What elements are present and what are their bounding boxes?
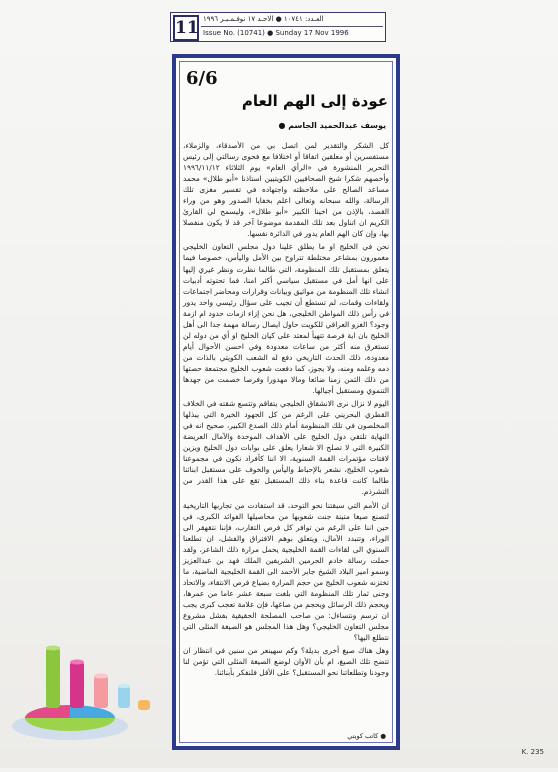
issue-line-arabic: العـدد: ١٠٧٤١ ● الاحـد ١٧ نوفـمـبـر ١٩٩٦ — [203, 15, 324, 23]
article-paragraph: ان الأمم التي سبقتنا نحو التوحد، قد استفادت من تجاربها التاريخية لتصنع صيغا متينة جنت شعوبها من محاصيلها الفوائد الكبرى، في حين اننا على الرغم من توافر كل فرص التقارب، فإننا نتقهقر الى الوراء، وتتبدد الآمال، ويتعلق بوهم الافتراق والفشل، ان تطلعنا السنوي الى لقاءات القمة الخليجية يحمل مرارة ذلك الشاعر، ولقد حملت رسالة خادم الحرمين الشريفين الملك فهد بن عبدالعزيز وسمو امير البلاد الشيخ جابر الأحمد الى القمة الخليجية الماضية، ما تختزنه شعوب الخليج من حجم المرارة بضياع فرص الانتقاء، والاتحاد وجنى ثمار تلك المنظومة التي بلغت سبعة عشر عاما من عمرها، ويحجم ذلك الرسائل ويحجم من صاغها، فإن علامة تعجب كبرى يجب ان ترسم ونتساءل: من صاحب المصلحة الحقيقية بفشل مشروع مجلس التعاون الخليجي؟ وهل هذا المجلس هو الصيغة المثلى التي نتطلع اليها؟ — [183, 500, 389, 643]
decorative-chart-icon — [0, 600, 172, 768]
page-number: 11 — [173, 15, 199, 41]
author-signature: ● كاتب كويتي — [347, 732, 386, 740]
article-paragraph: اليوم لا نزال نرى الانشقاق الخليجي يتفاقم وتتسع شقته في الخلاف القطري البحريني على الرغم من كل الجهود الخيرة التي يبذلها المخلصون في تلك المنظومة أمام ذلك الصدع الكبير، صحيح انه في النهاية تلتقي دول الخليج على الأهداف الموحدة والآمال العريضة الكبيرة التي لا تصلح الا شعارا يعلق على بوابات دول الخليج ويزين لافتات مؤتمرات القمة السنوية، الا اننا كأفراد نكون في مجموعنا شعوب الخليج، نشعر بالإحباط واليأس والخوف على مستقبل ابنائنا طالما كانت قاعدة بناء ذلك المستقبل تقع على هذا القدر من التشرذم. — [183, 399, 389, 497]
article-body — [183, 140, 389, 680]
article-paragraph: نحن في الخليج او ما يطلق علينا دول مجلس التعاون الخليجي مغمورون بمشاعر مختلطة تتراوح بين الأمل واليأس، خصوصا فيما يتعلق بمستقبل تلك المنظومة، التي طالما نظرت ونظر غيري إليها على انها أمل في مستقبل سياسي أكثر امنا، فما تحتوته أدبيات انشاء تلك المنظومة من مواثيق وبيانات وقرارات ومحاضر اجتماعات ولقاءات وقمات، لم تستطع أن تجيب على سؤال رئيسي واحد يدور في رأس ذلك المواطن الخليجي، هل نحن إزاء ازمات حدود ام ازمة وجود؟ الغزو العراقي للكويت حاول ايصال رسالة مهمة جدا الى أهل الخليج بان اية فرصة تتهيأ لمعتد على كيان الخليج او أي من دوله لن تستغرق منه أكثر من ساعات معدودة وفي احسن الأحوال أيام معدودة، ذلك الحدث التاريخي دفع له الشعب الكويتي بالذات من دمه وعلمه ومنه، ولا يجوز، كما دفعت شعوب الخليج مجتمعة حصتها من ذلك الثمن زمنا ضائعا ومالا مهدورا وفرصا خصمت من جهدها التنموي ومستقبل أجيالها. — [183, 242, 389, 396]
decorative-chart-graphic — [0, 600, 172, 768]
newspaper-header — [170, 12, 386, 42]
article-part-number: 6/6 — [186, 68, 218, 89]
archive-code: K. 235 — [521, 748, 544, 756]
article-author: يوسف عبدالحميد الجاسم ● — [278, 121, 386, 130]
article-paragraph: كل الشكر والتقدير لمن اتصل بي من الأصدقاء، والزملاء، مستفسرين أو معلقين اتفاقا أو اختلافا مع فحوى رسالتي إلى رئيس التحرير المنشورة في «الرأي العام» يوم الثلاثاء ١٩٩٦/١١/١٢ وأخصهم شكرا شيخ الصحافيين الكويتيين استاذنا «أبو طلال» محمد مساعد الصالح على ملاحظته واجتهاده في تفسير مغزى تلك الرسالة، والله سبحانه وتعالى اعلم بخفايا الصدور وهو من وراء القصد، بالإذن من اخينا الكبير «أبو طلال»، وليسمح لي القارئ الكريم ان اتناول بعد تلك المقدمة موضوعا آخر قد لا يكون منفصلا بها، وإن كان الهم العام يدور في الدائرة نفسها. — [183, 141, 389, 239]
header-divider — [201, 26, 383, 27]
article-paragraph: وهل هناك صيغ أخرى بديلة؟ وكم سهينعر من سنين في انتظار ان تتضح تلك الصيغ، ام بأن الأوان لوضع الصيغة المثلى التي تؤمن لنا وجودنا وتطلعاتنا نحو المستقبل؟ على الأقل فلنفكر بأبنائنا. — [183, 646, 389, 678]
article-title: عودة إلى الهم العام — [241, 92, 388, 110]
issue-line-english: Issue No. (10741) ● Sunday 17 Nov 1996 — [203, 29, 349, 37]
article-clipping — [172, 54, 400, 750]
